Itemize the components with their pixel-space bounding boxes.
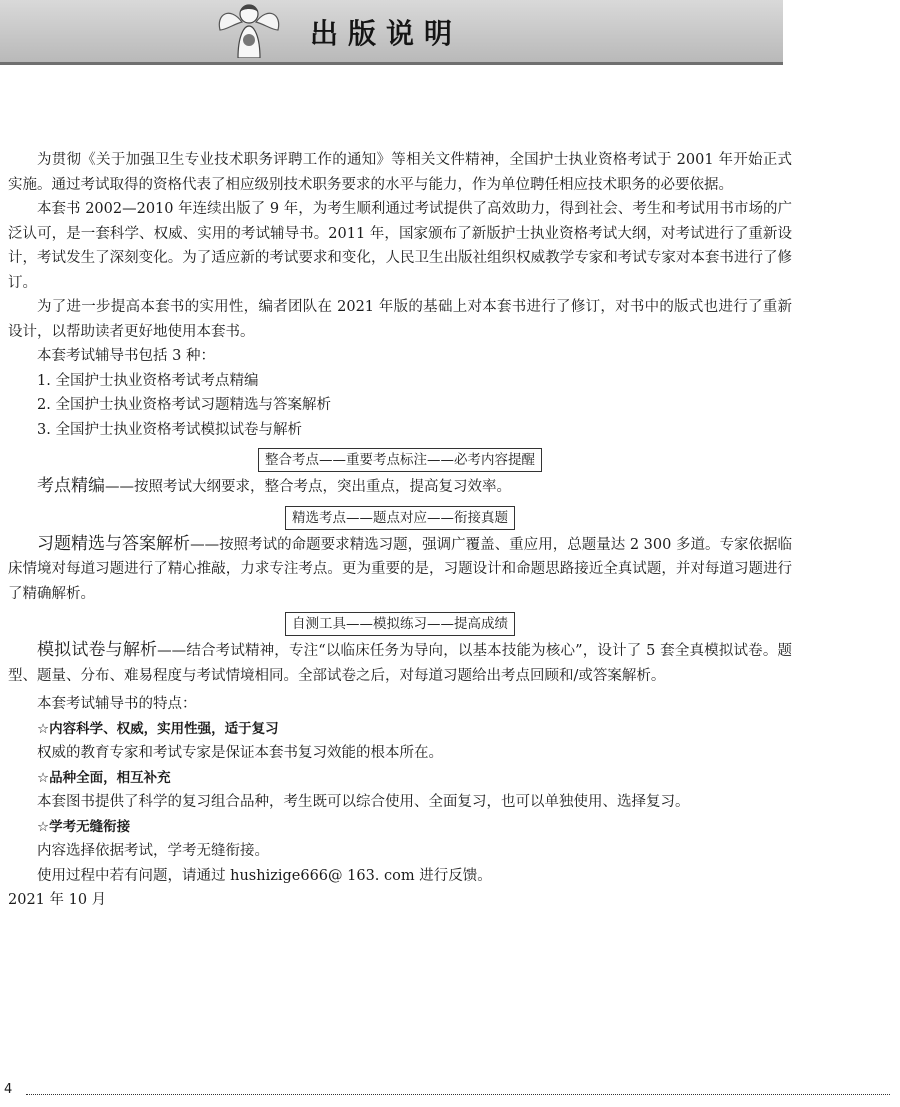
section-text: ——按照考试的命题要求精选习题，强调广覆盖、重应用，总题量达 2 300 多道。专家依据临床情境对每道习题进行了精心推敲，力求专注考点。更为重要的是，习题设计和命题思路接近全真试题，并对每道习题进行了精确解析。 xyxy=(8,536,793,602)
book-list-intro: 本套考试辅导书包括 3 种： xyxy=(37,348,215,364)
book-list-item: 1. 全国护士执业资格考试考点精编 xyxy=(37,372,259,389)
features-intro: 本套考试辅导书的特点： xyxy=(37,696,197,712)
angel-figure-icon xyxy=(214,0,284,58)
feature-title-text: 学考无缝衔接 xyxy=(49,818,131,835)
section-banner xyxy=(8,612,792,636)
star-icon: ☆ xyxy=(37,818,50,835)
preface-body xyxy=(8,148,792,913)
section-text: ——结合考试精神，专注“以临床任务为导向，以基本技能为核心”，设计了 5 套全真模拟试卷。题型、题量、分布、难易程度与考试情境相同。全部试卷之后，对每道习题给出考点回顾和/或答案解析。 xyxy=(8,643,792,684)
book-list-item: 2. 全国护士执业资格考试习题精选与答案解析 xyxy=(37,397,331,413)
feature-text: 权威的教育专家和考试专家是保证本套书复习效能的根本所在。 xyxy=(37,745,443,761)
contact-line: 使用过程中若有问题，请通过 hushizige666@ 163. com 进行反馈。 xyxy=(37,867,492,884)
section-description xyxy=(8,532,792,607)
publication-date: 2021 年 10 月 xyxy=(8,892,107,908)
book-list-item: 3. 全国护士执业资格考试模拟试卷与解析 xyxy=(37,421,302,438)
page-number: 4 xyxy=(4,1082,13,1097)
section-lead-title: 习题精选与答案解析 xyxy=(37,533,191,554)
section-banner xyxy=(8,448,792,472)
section-banner-text: 整合考点——重要考点标注——必考内容提醒 xyxy=(258,448,542,472)
page-title: 出版说明 xyxy=(310,17,463,50)
footer-divider xyxy=(26,1094,890,1095)
section-banner-text: 自测工具——模拟练习——提高成绩 xyxy=(285,612,515,636)
section-banner xyxy=(8,506,792,530)
star-icon: ☆ xyxy=(37,720,50,737)
header-bar xyxy=(0,0,783,65)
feature-title-text: 内容科学、权威，实用性强，适于复习 xyxy=(49,720,279,737)
section-description xyxy=(8,474,792,500)
section-banner-text: 精选考点——题点对应——衔接真题 xyxy=(285,506,515,530)
section-text: ——按照考试大纲要求，整合考点，突出重点，提高复习效率。 xyxy=(105,479,511,495)
section-lead-title: 考点精编 xyxy=(37,476,105,496)
star-icon: ☆ xyxy=(37,769,50,786)
feature-text: 本套图书提供了科学的复习组合品种，考生既可以综合使用、全面复习，也可以单独使用、选择复习。 xyxy=(37,794,690,810)
feature-title xyxy=(8,717,792,742)
feature-title xyxy=(8,815,792,840)
intro-paragraph: 为贯彻《关于加强卫生专业技术职务评聘工作的通知》等相关文件精神，全国护士执业资格考试于 2001 年开始正式实施。通过考试取得的资格代表了相应级别技术职务要求的水平与能力，作为单位聘任相应技术职务的必要依据。 xyxy=(8,152,792,193)
feature-title-text: 品种全面，相互补充 xyxy=(49,769,171,786)
feature-title xyxy=(8,766,792,791)
section-description xyxy=(8,638,792,688)
revision-paragraph: 为了进一步提高本套书的实用性，编者团队在 2021 年版的基础上对本套书进行了修订，对书中的版式也进行了重新设计，以帮助读者更好地使用本套书。 xyxy=(8,299,792,340)
section-lead-title: 模拟试卷与解析 xyxy=(37,640,158,660)
history-paragraph: 本套书 2002—2010 年连续出版了 9 年，为考生顺利通过考试提供了高效助力，得到社会、考生和考试用书市场的广泛认可，是一套科学、权威、实用的考试辅导书。2011 年，国家颁布了新版护士执业资格考试大纲，对考试进行了重新设计，考试发生了深刻变化。为了适应新的考试要求和变化，人民卫生出版社组织权威教学专家和考试专家对本套书进行了修订。 xyxy=(8,201,792,291)
feature-text: 内容选择依据考试，学考无缝衔接。 xyxy=(37,843,269,859)
